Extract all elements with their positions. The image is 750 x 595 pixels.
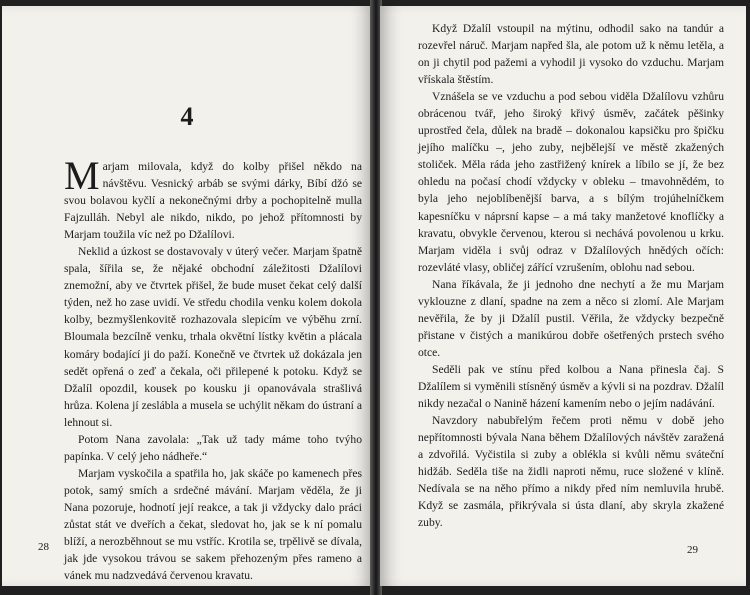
page-number: 28	[38, 541, 49, 553]
paragraph: Potom Nana zavolala: „Tak už tady máme toho tvýho papínka. V celý jeho nádheře.“	[64, 432, 362, 463]
right-page	[380, 6, 746, 586]
paragraph-text: arjam milovala, když do kolby přišel někdo na návštěvu. Vesnický arbáb se svými dárky, Bíbí džó se svou bolavou kyčlí a nekonečnými drby a pochopitelně mulla Fajzulláh. Nebyl ale nikdo, nikdo, po jehož přítomnosti by Marjam toužila víc než po Džalílovi.	[64, 160, 362, 242]
drop-cap: M	[64, 153, 100, 198]
paragraph: Neklid a úzkost se dostavovaly v úterý večer. Marjam špatně spala, šířila se, že nějaké obchodní záležitosti Džalílovi znemožní, aby ve čtvrtek přišel, že bude muset čekat celý další týden, než ho zase uvidí. Ve středu chodila venku kolem dokola kolby, bezmyšlenkovitě rozhazovala slepicím ve výběhu zrní. Bloumala bezcílně venku, trhala okvětní lístky květin a plácala komáry bodající ji do paží. Konečně ve čtvrtek už dokázala jen sedět opřená o zeď a čekala, oči přilepené k potoku. Když se Džalíl opozdil, kousek po kousku ji opanovávala strašlivá hrůza. Kolena jí zeslábla a musela se uchýlit někam do ústraní a lehnout si.	[64, 245, 362, 429]
paragraph	[64, 153, 362, 243]
left-page	[2, 6, 372, 586]
paragraph: Seděli pak ve stínu před kolbou a Nana přinesla čaj. S Džalílem si vyměnili stísněný úsměv a kývli si na pozdrav. Džalíl nikdy nezačal o Nanině házení kamením nebo o jejím nadávání.	[418, 362, 724, 411]
paragraph: Vznášela se ve vzduchu a pod sebou viděla Džalílovu vzhůru obrácenou tvář, jeho široký křivý úsměv, začátek pěšinky uprostřed čela, důlek na bradě – dokonalou kapsičku pro špičku jejího malíčku –, jeho zuby, nejbělejší ve městě zkažených stoliček. Měla ráda jeho zastřižený knírek a líbilo se jí, že bez ohledu na počasí chodí vždycky v obleku – tmavohnědém, to byla jeho nejoblíbenější barva, a s bílým trojúhelníčkem kapesníčku v náprsní kapse – a má taky manžetové knoflíčky a kravatu, obvykle červenou, kterou si nechává povolenou u krku. Marjam viděla i svůj odraz v Džalílových hnědých očích: rozevláté vlasy, obličej zářící vzrušením, oblohu nad sebou.	[418, 90, 724, 274]
chapter-number: 4	[180, 102, 194, 131]
paragraph: Navzdory nabubřelým řečem proti němu v době jeho nepřítomnosti bývala Nana během Džalílových návštěv zaražená a zdvořilá. Vyčistila si zuby a oblékla si kvůli němu sváteční hidžáb. Seděla tiše na židli naproti němu, ruce složené v klíně. Nedívala se na něho přímo a nikdy před ním nemluvila hrubě. Když se zasmála, přikrývala si ústa dlaní, aby skryla zkažené zuby.	[418, 414, 724, 530]
page-number: 29	[687, 544, 698, 556]
left-page-text	[64, 153, 362, 584]
paragraph: Nana říkávala, že ji jednoho dne nechytí a že mu Marjam vyklouzne z dlaní, spadne na zem a něco si zlomí. Ale Marjam nevěřila, že by ji Džalíl pustil. Věřila, že vždycky bezpečně přistane v čistých a manikúrou dobře ošetřených prstech svého otce.	[418, 277, 724, 359]
right-page-text	[418, 20, 724, 531]
paragraph: Marjam vyskočila a spatřila ho, jak skáče po kamenech přes potok, samý smích a srdečné mávání. Marjam věděla, že ji Nana pozoruje, hodnotí její reakce, a tak ji vždycky dalo práci zůstat stát ve dveřích a čekat, sledovat ho, jak se k ní pomalu blíží, a nerozběhnout se mu vstříc. Krotila se, trpělivě se dívala, jak jde vysokou trávou se sakem přehozeným přes rameno a vánek mu nadzvedává červenou kravatu.	[64, 466, 362, 583]
paragraph: Když Džalíl vstoupil na mýtinu, odhodil sako na tandúr a rozevřel náruč. Marjam napřed šla, ale potom už k němu letěla, a on ji chytil pod pažemi a vyhodil ji vysoko do vzduchu. Marjam vřískala štěstím.	[418, 22, 724, 87]
